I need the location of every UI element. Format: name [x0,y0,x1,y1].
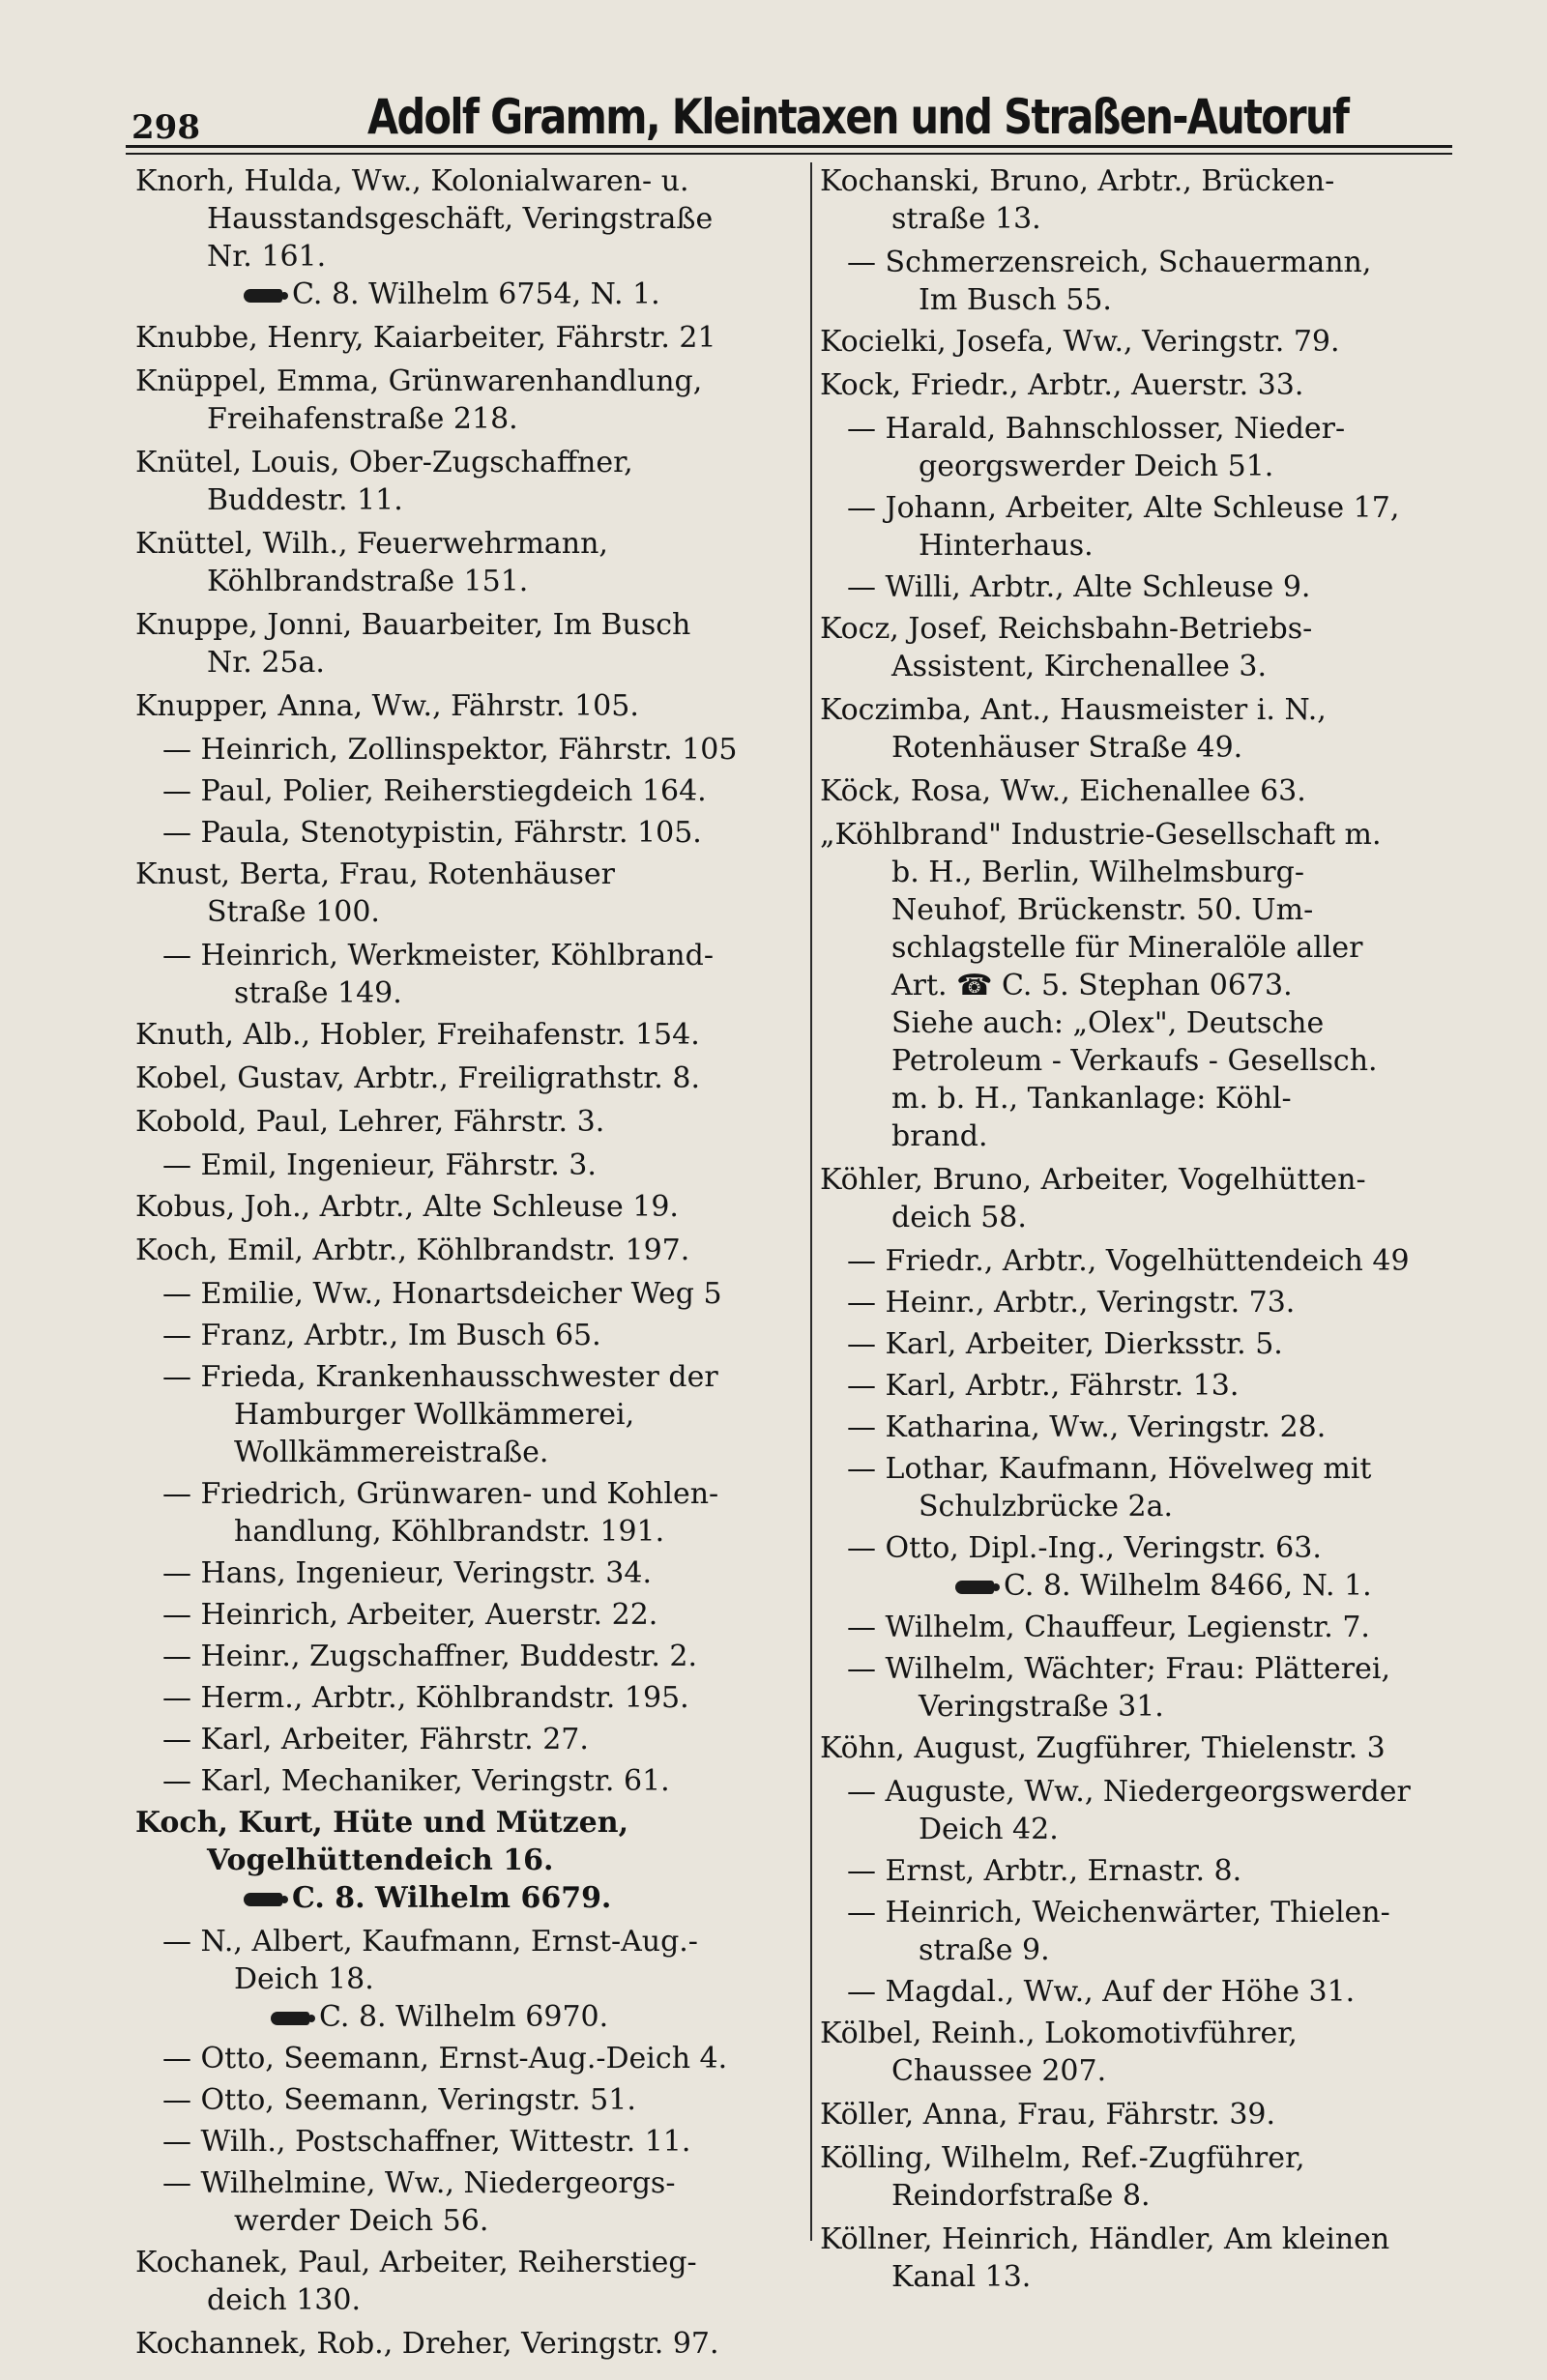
entry-line: Petroleum - Verkaufs - Gesellsch. [891,1044,1378,1078]
entry-line: brand. [891,1119,988,1153]
entry-line: werder Deich 56. [234,2204,489,2238]
column-divider [810,162,812,2241]
directory-entry [820,1325,1497,1363]
entry-line: — Wilhelm, Chauffeur, Legienstr. 7. [847,1611,1370,1644]
entry-line: — Katharina, Ww., Veringstr. 28. [847,1410,1327,1444]
entry-line: Hausstandsgeschäft, Veringstraße [207,202,714,236]
entry-line: Nr. 25a. [207,646,325,680]
directory-entry [820,410,1497,485]
entry-line: Knüttel, Wilh., Feuerwehrmann, [135,527,608,561]
entry-line: Knust, Berta, Frau, Rotenhäuser [135,857,615,891]
entry-line: Köck, Rosa, Ww., Eichenallee 63. [820,774,1306,808]
directory-entry [820,1367,1497,1405]
entry-line: — Heinr., Arbtr., Veringstr. 73. [847,1286,1296,1320]
directory-entry [135,1804,803,1917]
directory-entry [820,610,1497,685]
entry-line: Hinterhaus. [919,529,1094,563]
directory-entry [135,2164,803,2240]
directory-entry [135,1638,803,1675]
entry-line: Neuhof, Brückenstr. 50. Um- [891,893,1314,927]
entry-line: — Franz, Arbtr., Im Busch 65. [162,1319,601,1352]
entry-line: Veringstraße 31. [919,1690,1164,1724]
directory-entry [135,162,803,313]
directory-entry [820,1650,1497,1726]
entry-line: Kobold, Paul, Lehrer, Fährstr. 3. [135,1105,605,1139]
directory-entry [820,162,1497,238]
directory-entry [135,772,803,810]
entry-line: Knuppe, Jonni, Bauarbeiter, Im Busch [135,608,691,642]
directory-entry [820,1161,1497,1236]
directory-entry [135,1146,803,1184]
entry-line: Deich 18. [234,1962,374,1996]
entry-line: Im Busch 55. [919,283,1112,317]
entry-line: Köhler, Bruno, Arbeiter, Vogelhütten- [820,1163,1366,1197]
entry-line: Deich 42. [919,1813,1059,1846]
entry-line: Buddestr. 11. [207,483,403,517]
entry-line: Vogelhüttendeich 16. [207,1843,554,1877]
directory-entry [135,2040,803,2077]
directory-entry [135,814,803,852]
directory-entry [820,2015,1497,2090]
phone-row [162,1998,803,2036]
entry-line: — Wilhelm, Wächter; Frau: Plätterei, [847,1652,1391,1686]
directory-entry [135,1016,803,1054]
entry-line: — Harald, Bahnschlosser, Nieder- [847,412,1346,446]
entry-line: — Herm., Arbtr., Köhlbrandstr. 195. [162,1681,689,1715]
entry-line: Köhn, August, Zugführer, Thielenstr. 3 [820,1731,1386,1765]
entry-line: deich 58. [891,1201,1027,1234]
entry-line: Reindorfstraße 8. [891,2179,1151,2213]
entry-line: Kölbel, Reinh., Lokomotivführer, [820,2017,1298,2050]
entry-line: — Karl, Arbeiter, Dierksstr. 5. [847,1327,1283,1361]
directory-entry [135,444,803,519]
entry-line: — Otto, Dipl.-Ing., Veringstr. 63. [847,1531,1322,1565]
directory-entry [135,2325,803,2363]
entry-line: Kocz, Josef, Reichsbahn-Betriebs- [820,612,1313,646]
directory-entry [135,1232,803,1269]
phone-row [135,276,803,313]
entry-line: — N., Albert, Kaufmann, Ernst-Aug.- [162,1925,698,1959]
entry-line: Assistent, Kirchenallee 3. [891,650,1267,683]
directory-entry [820,816,1497,1155]
entry-line: Kochanek, Paul, Arbeiter, Reiherstieg- [135,2246,697,2279]
directory-entry [135,606,803,682]
directory-entry [820,489,1497,565]
directory-entry [135,687,803,725]
entry-line: Koczimba, Ant., Hausmeister i. N., [820,693,1327,727]
directory-entry [135,856,803,931]
telephone-icon [244,1893,282,1906]
directory-entry [135,1923,803,2036]
directory-entry [135,1275,803,1313]
directory-entry [135,1596,803,1634]
entry-line: Nr. 161. [207,240,327,274]
directory-entry [820,366,1497,404]
header-rule [126,145,1452,155]
entry-line: — Heinr., Zugschaffner, Buddestr. 2. [162,1640,698,1673]
entry-line: Kanal 13. [891,2260,1032,2294]
entry-line: Kobel, Gustav, Arbtr., Freiligrathstr. 8. [135,1061,700,1095]
directory-entry [135,1679,803,1717]
entry-line: — Karl, Arbeiter, Fährstr. 27. [162,1723,589,1756]
directory-entry [135,319,803,357]
entry-line: — Wilh., Postschaffner, Wittestr. 11. [162,2125,691,2159]
entry-line: Koch, Emil, Arbtr., Köhlbrandstr. 197. [135,1234,690,1267]
directory-entry [135,1762,803,1800]
directory-entry [820,1450,1497,1525]
phone-number: C. 8. Wilhelm 8466, N. 1. [1004,1569,1372,1603]
entry-line: Kochanski, Bruno, Arbtr., Brücken- [820,164,1335,198]
entry-line: Knütel, Louis, Ober-Zugschaffner, [135,446,633,479]
entry-line: georgswerder Deich 51. [919,450,1274,483]
entry-line: Knuth, Alb., Hobler, Freihafenstr. 154. [135,1018,700,1052]
entry-line: b. H., Berlin, Wilhelmsburg- [891,856,1304,889]
phone-number: C. 8. Wilhelm 6679. [292,1881,612,1915]
directory-entry [135,1358,803,1471]
entry-line: — Karl, Arbtr., Fährstr. 13. [847,1369,1240,1403]
entry-line: Kobus, Joh., Arbtr., Alte Schleuse 19. [135,1190,679,1224]
directory-entry [135,1721,803,1758]
entry-line: Koch, Kurt, Hüte und Mützen, [135,1806,629,1840]
entry-line: Knubbe, Henry, Kaiarbeiter, Fährstr. 21 [135,321,716,355]
entry-line: — Lothar, Kaufmann, Hövelweg mit [847,1452,1372,1486]
entry-line: Knüppel, Emma, Grünwarenhandlung, [135,364,703,398]
entry-line: — Heinrich, Arbeiter, Auerstr. 22. [162,1598,658,1632]
entry-line: — Hans, Ingenieur, Veringstr. 34. [162,1556,653,1590]
entry-line: — Otto, Seemann, Veringstr. 51. [162,2083,636,2117]
entry-line: straße 13. [891,202,1041,236]
entry-line: — Willi, Arbtr., Alte Schleuse 9. [847,570,1311,604]
directory-entry [135,937,803,1012]
directory-entry [820,2096,1497,2133]
directory-entry [820,2139,1497,2215]
directory-entry [820,1773,1497,1848]
entry-line: Köhlbrandstraße 151. [207,565,529,598]
telephone-icon [955,1581,994,1594]
entry-line: Freihafenstraße 218. [207,402,518,436]
directory-entry [820,1973,1497,2011]
entry-line: — Heinrich, Zollinspektor, Fährstr. 105 [162,733,738,767]
entry-line: Kocielki, Josefa, Ww., Veringstr. 79. [820,325,1340,359]
phone-row [135,1879,803,1917]
directory-entry [820,1242,1497,1280]
entry-line: — Schmerzensreich, Schauermann, [847,246,1372,279]
phone-number: C. 8. Wilhelm 6970. [319,2000,609,2034]
left-column [135,162,803,2368]
entry-line: — Karl, Mechaniker, Veringstr. 61. [162,1764,670,1798]
directory-entry [820,1609,1497,1646]
entry-line: deich 130. [207,2283,362,2317]
entry-line: „Köhlbrand" Industrie-Gesellschaft m. [820,818,1382,852]
entry-line: — Friedrich, Grünwaren- und Kohlen- [162,1477,719,1511]
entry-line: schlagstelle für Mineralöle aller [891,931,1363,965]
entry-line: — Ernst, Arbtr., Ernastr. 8. [847,1854,1242,1888]
entry-line: — Emil, Ingenieur, Fährstr. 3. [162,1148,597,1182]
directory-entry [135,731,803,769]
entry-line: Chaussee 207. [891,2054,1107,2088]
directory-entry [820,568,1497,606]
entry-line: m. b. H., Tankanlage: Köhl- [891,1082,1292,1116]
directory-entry [135,525,803,600]
right-column [820,162,1497,2302]
directory-entry [820,1894,1497,1969]
entry-line: Hamburger Wollkämmerei, [234,1398,635,1432]
directory-entry [820,323,1497,361]
entry-line: — Otto, Seemann, Ernst-Aug.-Deich 4. [162,2042,728,2075]
directory-entry [820,1852,1497,1890]
directory-entry [820,772,1497,810]
directory-entry [820,1529,1497,1605]
directory-entry [820,2220,1497,2296]
entry-line: — Wilhelmine, Ww., Niedergeorgs- [162,2166,676,2200]
directory-entry [135,2081,803,2119]
entry-line: — Heinrich, Weichenwärter, Thielen- [847,1896,1390,1930]
directory-entry [820,1408,1497,1446]
entry-line: Köllner, Heinrich, Händler, Am kleinen [820,2222,1390,2256]
entry-line: — Auguste, Ww., Niedergeorgswerder [847,1775,1411,1809]
entry-line: — Magdal., Ww., Auf der Höhe 31. [847,1975,1356,2009]
directory-entry [820,691,1497,767]
telephone-icon [244,289,282,303]
telephone-icon [271,2012,309,2025]
directory-entry [135,2123,803,2161]
entry-line: Siehe auch: „Olex", Deutsche [891,1006,1325,1040]
directory-entry [820,244,1497,319]
directory-entry [135,1103,803,1141]
directory-entry [135,1059,803,1097]
page-number: 298 [131,108,200,147]
entry-line: Kölling, Wilhelm, Ref.-Zugführer, [820,2141,1305,2175]
entry-line: Straße 100. [207,895,380,929]
entry-line: handlung, Köhlbrandstr. 191. [234,1515,665,1549]
directory-entry [135,1317,803,1354]
entry-line: Rotenhäuser Straße 49. [891,731,1243,765]
entry-line: — Frieda, Krankenhausschwester der [162,1360,718,1394]
entry-line: — Johann, Arbeiter, Alte Schleuse 17, [847,491,1400,525]
directory-entry [820,1729,1497,1767]
phone-number: C. 8. Wilhelm 6754, N. 1. [292,277,660,311]
entry-line: Kock, Friedr., Arbtr., Auerstr. 33. [820,368,1304,402]
directory-entry [135,1554,803,1592]
entry-line: Wollkämmereistraße. [234,1436,549,1469]
entry-line: — Paula, Stenotypistin, Fährstr. 105. [162,816,702,850]
entry-line: — Emilie, Ww., Honartsdeicher Weg 5 [162,1277,722,1311]
entry-line: Kochannek, Rob., Dreher, Veringstr. 97. [135,2327,719,2361]
entry-line: Köller, Anna, Frau, Fährstr. 39. [820,2098,1276,2132]
entry-line: — Paul, Polier, Reiherstiegdeich 164. [162,774,707,808]
entry-line: Schulzbrücke 2a. [919,1490,1174,1524]
directory-entry [135,1188,803,1226]
entry-line: Knupper, Anna, Ww., Fährstr. 105. [135,689,639,723]
directory-entry [135,2244,803,2319]
directory-entry [135,363,803,438]
entry-line: Knorh, Hulda, Ww., Kolonialwaren- u. [135,164,689,198]
running-head: Adolf Gramm, Kleintaxen und Straßen-Autoruf [367,89,1349,145]
entry-line: Art. ☎ C. 5. Stephan 0673. [891,969,1293,1002]
entry-line: straße 9. [919,1933,1050,1967]
entry-line: — Friedr., Arbtr., Vogelhüttendeich 49 [847,1244,1410,1278]
phone-row [847,1567,1497,1605]
directory-entry [135,1475,803,1551]
directory-entry [820,1284,1497,1321]
entry-line: straße 149. [234,976,402,1010]
entry-line: — Heinrich, Werkmeister, Köhlbrand- [162,939,714,972]
